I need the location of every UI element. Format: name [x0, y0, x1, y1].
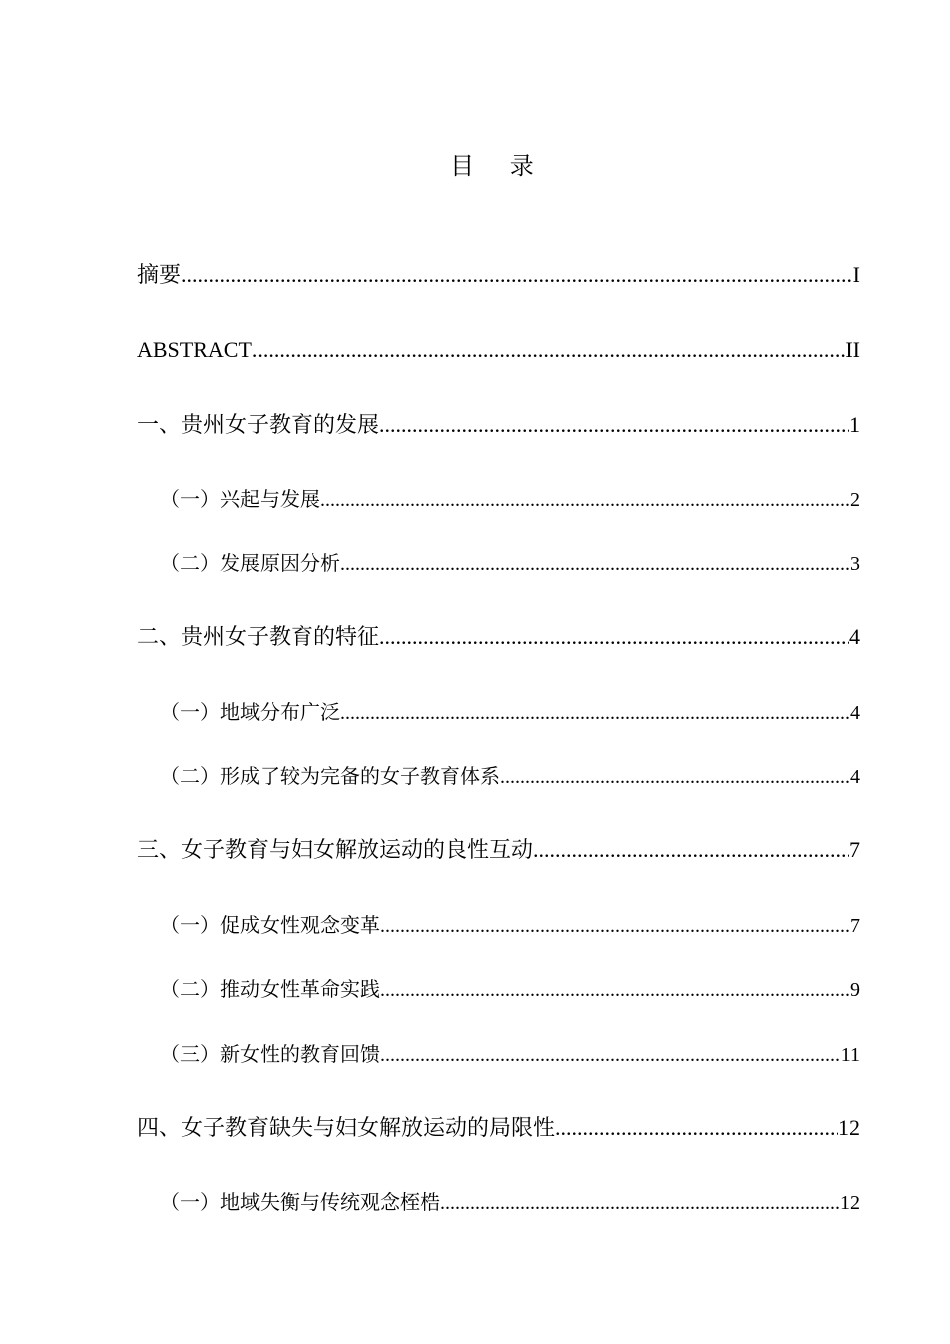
toc-entry-abstract-en[interactable] — [137, 334, 860, 366]
toc-entry-section-2-2[interactable] — [160, 761, 860, 792]
toc-title: 目 录 — [450, 152, 548, 180]
toc-leader-dots — [379, 409, 849, 441]
toc-entry-label: （一）地域失衡与传统观念桎梏 — [160, 1190, 440, 1214]
toc-entry-page: 12 — [840, 1192, 860, 1214]
toc-leader-dots — [380, 975, 850, 1005]
toc-entry-label: 摘要 — [137, 263, 182, 288]
toc-entry-section-4-1[interactable] — [160, 1187, 860, 1218]
toc-entry-page: 11 — [840, 1044, 860, 1066]
toc-entry-page: 7 — [850, 915, 860, 937]
toc-entry-page: 7 — [849, 837, 860, 862]
toc-leader-dots — [380, 1040, 841, 1070]
toc-entry-label: （一）兴起与发展 — [160, 487, 320, 511]
toc-leader-dots — [320, 485, 850, 515]
toc-leader-dots — [555, 1112, 838, 1144]
toc-entry-page: 3 — [850, 553, 860, 575]
toc-entry-section-3-2[interactable] — [160, 974, 860, 1005]
toc-entry-chapter-2[interactable] — [137, 621, 860, 654]
toc-entry-section-3-3[interactable] — [160, 1039, 860, 1070]
toc-entry-chapter-1[interactable] — [137, 409, 860, 442]
toc-entry-label: （一）促成女性观念变革 — [160, 913, 380, 937]
toc-leader-dots — [379, 621, 849, 653]
toc-leader-dots — [500, 762, 850, 792]
toc-entry-label: （二）形成了较为完备的女子教育体系 — [160, 764, 500, 788]
toc-entry-page: II — [845, 337, 860, 362]
toc-entry-label: 四、女子教育缺失与妇女解放运动的局限性 — [137, 1116, 556, 1141]
toc-entry-label: （一）地域分布广泛 — [160, 700, 340, 724]
toc-entry-abstract-cn[interactable] — [137, 259, 860, 292]
toc-leader-dots — [181, 259, 853, 291]
toc-leader-dots — [252, 334, 845, 366]
toc-entry-label: （二）发展原因分析 — [160, 551, 340, 575]
toc-entry-label: 三、女子教育与妇女解放运动的良性互动 — [137, 838, 534, 863]
toc-leader-dots — [340, 549, 850, 579]
toc-entry-chapter-4[interactable] — [137, 1112, 860, 1145]
toc-leader-dots — [380, 911, 850, 941]
toc-entry-label: （三）新女性的教育回馈 — [160, 1042, 380, 1066]
toc-entry-page: 4 — [849, 624, 860, 649]
toc-leader-dots — [340, 698, 850, 728]
toc-entry-page: 9 — [850, 979, 860, 1001]
toc-leader-dots — [440, 1188, 840, 1218]
toc-entry-page: 2 — [850, 489, 860, 511]
toc-entry-label: ABSTRACT — [137, 337, 252, 362]
toc-entry-page: 12 — [838, 1115, 860, 1140]
toc-entry-label: 二、贵州女子教育的特征 — [137, 625, 380, 650]
toc-entry-label: 一、贵州女子教育的发展 — [137, 413, 380, 438]
toc-entry-section-3-1[interactable] — [160, 910, 860, 941]
toc-entry-section-2-1[interactable] — [160, 697, 860, 728]
toc-entry-page: I — [852, 262, 860, 287]
toc-leader-dots — [533, 834, 849, 866]
toc-entry-page: 4 — [850, 702, 860, 724]
toc-entry-page: 4 — [850, 766, 860, 788]
toc-entry-section-1-2[interactable] — [160, 548, 860, 579]
toc-entry-page: 1 — [849, 412, 860, 437]
toc-entry-chapter-3[interactable] — [137, 834, 860, 867]
toc-entry-section-1-1[interactable] — [160, 484, 860, 515]
toc-entry-label: （二）推动女性革命实践 — [160, 977, 380, 1001]
